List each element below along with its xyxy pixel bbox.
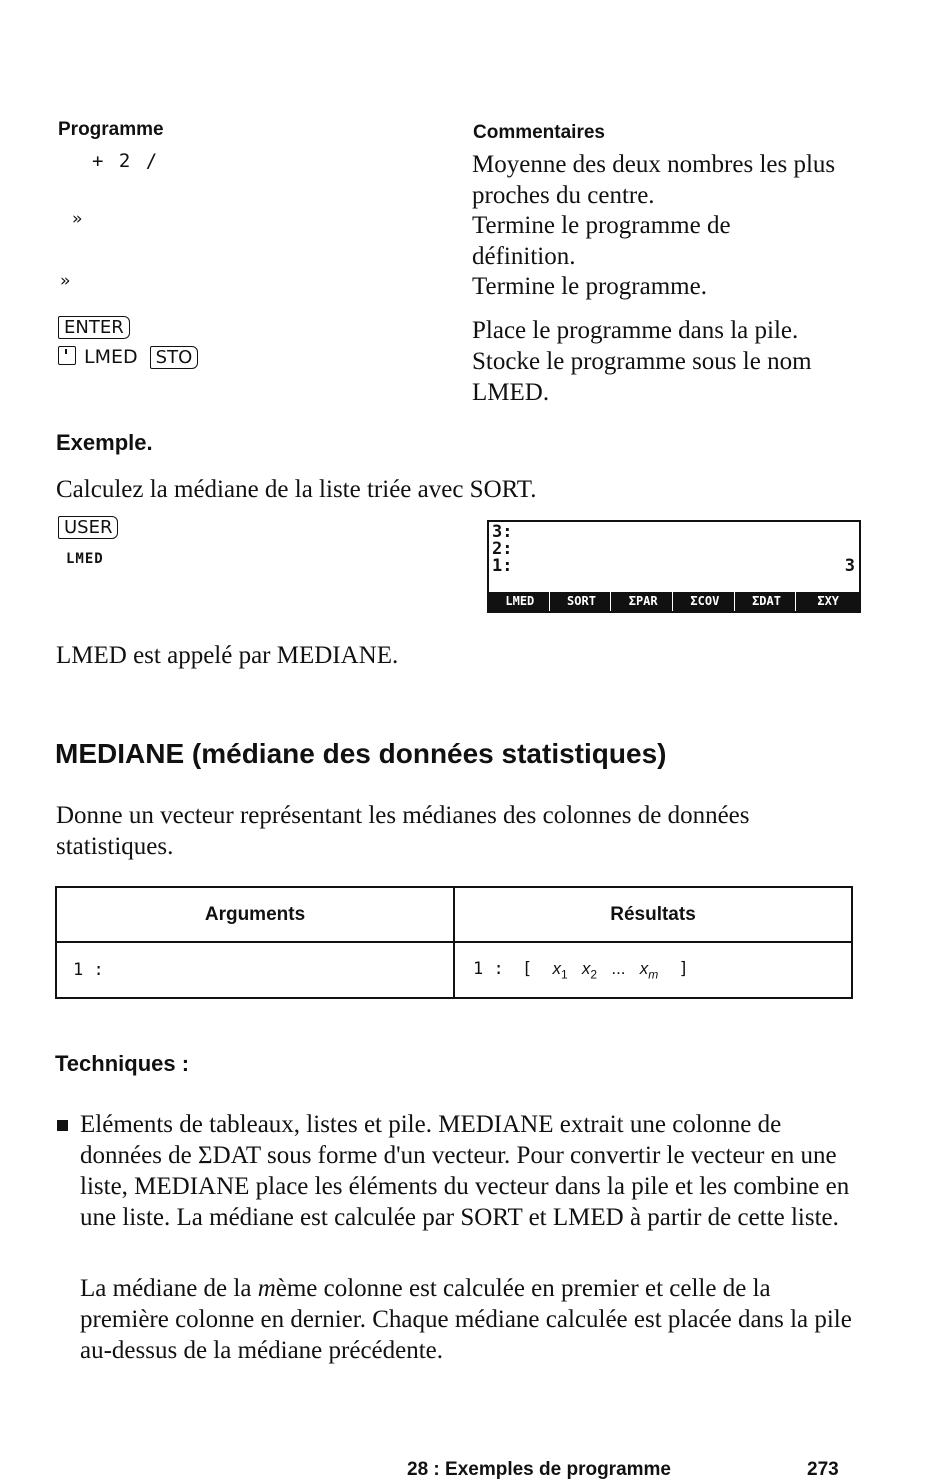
sto-key-label: STO — [150, 346, 199, 369]
page-number: 273 — [807, 1459, 839, 1480]
stack-level-1 — [489, 558, 859, 575]
section-description: Donne un vecteur représentant les médianes des colonnes de données statistiques. — [56, 802, 750, 860]
argument-level: 1 : — [73, 960, 104, 980]
code-line-2: » — [72, 209, 83, 229]
result-level: 1 : — [473, 958, 504, 979]
techniques-paragraph-start: La médiane de la — [80, 1275, 258, 1302]
arguments-header: Arguments — [56, 887, 454, 942]
techniques-heading: Techniques : — [55, 1051, 190, 1076]
calculator-display — [487, 520, 861, 613]
result-xm-subscript: m — [648, 967, 659, 982]
result-x2-subscript: 2 — [590, 967, 598, 982]
menu-scov: ΣCOV — [676, 592, 735, 611]
results-header: Résultats — [454, 887, 852, 942]
stack-level-1-label: 1: — [492, 556, 513, 576]
comments-column-heading: Commentaires — [473, 122, 605, 143]
bullet-icon — [57, 1120, 68, 1131]
result-x2-base: x — [581, 958, 591, 978]
section-title: MEDIANE (médiane des données statistiques) — [55, 738, 667, 769]
result-close-bracket: ] — [678, 958, 689, 979]
result-x1 — [552, 958, 568, 982]
techniques-bullet-text: Eléments de tableaux, listes et pile. MEDIANE extrait une colonne de données de ΣDAT sous forme d'un vecteur. Pour convertir le vecteur en une liste, MEDIANE place les éléments du vecteur dans la pile et les combine en une liste. La médiane est calculée par SORT et LMED à partir de cette liste. — [80, 1111, 850, 1231]
lmed-softkey: LMED — [66, 551, 104, 567]
result-x1-base: x — [552, 958, 561, 978]
stack-level-3 — [489, 524, 859, 541]
user-key — [58, 516, 118, 539]
techniques-paragraph — [80, 1273, 858, 1366]
comment-line-4: Place le programme dans la pile. — [472, 317, 799, 344]
result-x1-subscript: 1 — [560, 967, 568, 982]
result-cell — [454, 942, 852, 998]
code-line-1: + 2 / — [92, 150, 160, 172]
enter-key — [58, 316, 130, 339]
example-intro: Calculez la médiane de la liste triée avec SORT. — [56, 476, 537, 503]
comment-line-5: Stocke le programme sous le nom LMED. — [472, 348, 812, 406]
stack-level-3-label: 3: — [492, 522, 513, 542]
arguments-table — [55, 886, 853, 999]
example-heading: Exemple. — [56, 430, 153, 455]
comment-line-3: Termine le programme. — [472, 273, 707, 300]
techniques-paragraph-variable: m — [257, 1275, 276, 1302]
result-xm-base: x — [639, 958, 649, 978]
code-line-3: » — [60, 271, 71, 291]
techniques-paragraph-end: ème colonne est calculée en premier et celle de la première colonne en dernier. Chaque médiane calculée est placée dans la pile au-dessus de la médiane précédente. — [80, 1275, 852, 1364]
result-ellipsis: ... — [611, 958, 626, 978]
comment-line-1: Moyenne des deux nombres les plus proches du centre. — [472, 151, 836, 209]
store-line — [58, 346, 198, 369]
stack-level-2 — [489, 541, 859, 558]
comment-line-2: Termine le programme de définition. — [472, 212, 731, 270]
stack-level-2-label: 2: — [492, 539, 513, 559]
lmed-name: LMED — [84, 346, 138, 368]
result-x2 — [581, 958, 598, 982]
menu-spar: ΣPAR — [614, 592, 673, 611]
program-column-heading: Programme — [58, 119, 164, 140]
example-note: LMED est appelé par MEDIANE. — [56, 642, 399, 669]
quote-key-icon — [58, 346, 76, 365]
result-open-bracket: [ — [521, 958, 533, 979]
footer-chapter: 28 : Exemples de programme — [407, 1459, 671, 1480]
menu-sxy: ΣXY — [817, 594, 840, 608]
enter-key-label: ENTER — [58, 316, 130, 339]
menu-sort: SORT — [553, 592, 612, 611]
menu-lmed: LMED — [491, 592, 550, 611]
stack-level-1-value: 3 — [844, 556, 855, 576]
menu-sdat: ΣDAT — [738, 592, 797, 611]
user-key-label: USER — [58, 516, 118, 539]
argument-cell — [56, 942, 454, 998]
result-xm — [639, 958, 659, 982]
softkey-menu — [489, 592, 859, 611]
